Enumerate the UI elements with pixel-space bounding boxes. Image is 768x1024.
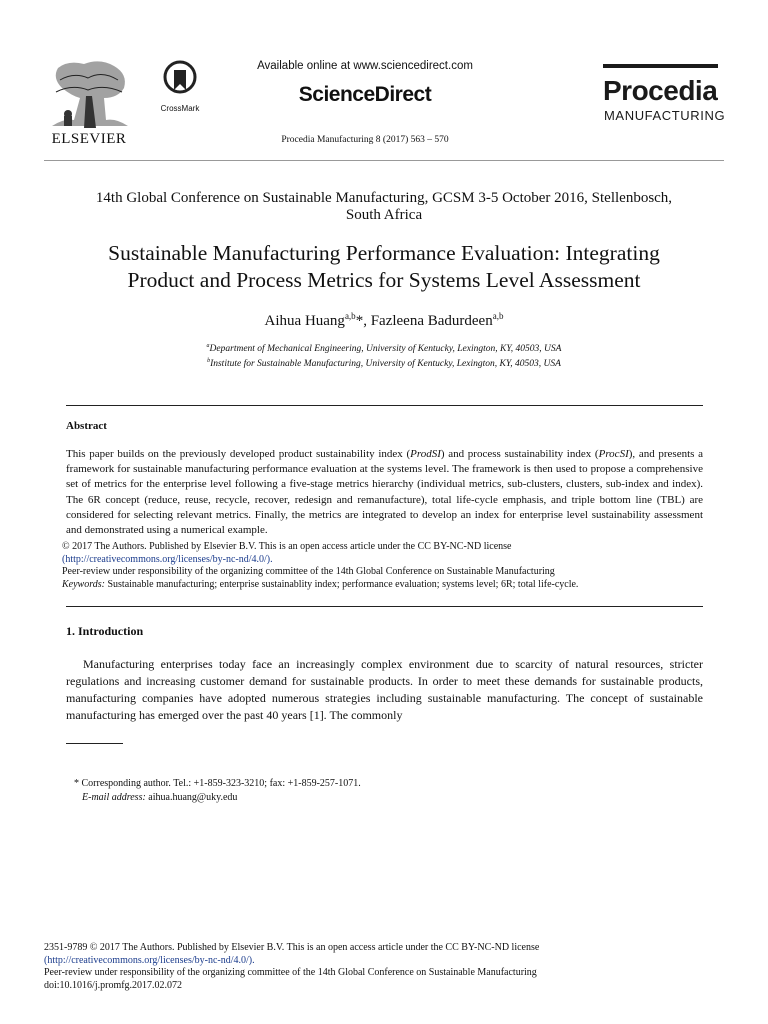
footer-license-link[interactable]: (http://creativecommons.org/licenses/by-nc-nd/4.0/). bbox=[44, 954, 255, 966]
crossmark-badge[interactable] bbox=[155, 60, 205, 113]
authors bbox=[60, 311, 708, 330]
section-heading-introduction: 1. Introduction bbox=[66, 624, 144, 638]
conference-line-2: South Africa bbox=[345, 207, 423, 223]
abstract-heading: Abstract bbox=[66, 420, 107, 432]
corresponding-mark: *, bbox=[355, 313, 371, 329]
paper-title bbox=[60, 240, 708, 294]
introduction-paragraph: Manufacturing enterprises today face an increasingly complex environment due to scarcity of natural resources, stricter regulations and increasing customer demand for sustainable products. In order to meet these demands for sustainable products, manufacturing companies have adopted numerous strategies including sustainable manufacturing. The concept of sustainable manufacturing has emerged over the past 40 years [1]. The commonly bbox=[66, 657, 703, 722]
footer-peer-review-line: Peer-review under responsibility of the organizing committee of the 14th Global Conference on Sustainable Manufacturing bbox=[44, 967, 537, 978]
journal-reference: Procedia Manufacturing 8 (2017) 563 – 570 bbox=[281, 135, 449, 145]
license-line: © 2017 The Authors. Published by Elsevier B.V. This is an open access article under the CC BY-NC-ND license bbox=[62, 541, 512, 552]
author-2: Fazleena Badurdeen bbox=[370, 313, 493, 329]
email-address[interactable]: aihua.huang@uky.edu bbox=[145, 792, 238, 803]
doi[interactable]: doi:10.1016/j.promfg.2017.02.072 bbox=[44, 979, 183, 991]
abstract-bottom-rule bbox=[66, 606, 703, 607]
copyright-footer bbox=[44, 942, 704, 992]
affiliation-b: $^b$Institute for Sustainable Manufacturing, University of Kentucky, Lexington, KY, 40503, USA bbox=[207, 358, 561, 370]
sciencedirect-logo-text: ScienceDirect bbox=[298, 83, 432, 106]
abstract-body: This paper builds on the previously developed product sustainability index (ProdSI) and process sustainability index (ProcSI), and presents a framework for sustainable manufacturing performance evaluation at the systems level. The framework is then used to propose a comprehensive set of metrics for the enterprise level following a five-stage metrics hierarchy (individual metrics, sub-clusters, clusters, sub-index and index). The 6R concept (reduce, reuse, recycle, recover, redesign and remanufacture), total life-cycle emphasis, and triple bottom line (TBL) are considered for selecting relevant metrics. Finally, the metrics are integrated to develop an index for enterprise level sustainability assessment and demonstrated using a numerical example. bbox=[66, 448, 703, 537]
peer-review-line: Peer-review under responsibility of the organizing committee of the 14th Global Conference on Sustainable Manufacturing bbox=[62, 566, 555, 578]
keywords-label: Keywords: bbox=[62, 578, 105, 590]
title-line-2: Product and Process Metrics for Systems Level Assessment bbox=[127, 268, 641, 292]
license-block bbox=[62, 541, 707, 591]
conference-info bbox=[60, 190, 708, 224]
keywords bbox=[62, 579, 707, 592]
keywords-list: Sustainable manufacturing; enterprise sustainablity index; performance evaluation; systems level; 6R; total life-cycle. bbox=[104, 578, 579, 590]
author-2-affil: a,b bbox=[492, 311, 504, 321]
footnote-rule bbox=[66, 743, 123, 744]
procedia-logo: Procedia bbox=[603, 75, 718, 106]
license-link[interactable]: (http://creativecommons.org/licenses/by-nc-nd/4.0/). bbox=[62, 553, 273, 565]
author-1-affil: a,b bbox=[344, 311, 356, 321]
title-line-1: Sustainable Manufacturing Performance Evaluation: Integrating bbox=[108, 241, 660, 265]
affiliations bbox=[60, 340, 708, 370]
conference-line-1: 14th Global Conference on Sustainable Manufacturing, GCSM 3-5 October 2016, Stellenbosch, bbox=[95, 190, 673, 206]
crossmark-label: CrossMark bbox=[160, 104, 200, 113]
corresponding-author-note: * Corresponding author. Tel.: +1-859-323-3210; fax: +1-859-257-1071. bbox=[74, 778, 361, 789]
available-online-text: Available online at www.sciencedirect.com bbox=[257, 60, 473, 72]
affiliation-a: $^a$Department of Mechanical Engineering, University of Kentucky, Lexington, KY, 40503, USA bbox=[206, 343, 562, 355]
procedia-bar bbox=[603, 64, 718, 68]
issn-copyright-line: 2351-9789 © 2017 The Authors. Published by Elsevier B.V. This is an open access article under the CC BY-NC-ND license bbox=[44, 942, 540, 953]
prodsi-term: ProdSI bbox=[410, 448, 441, 460]
abstract-top-rule bbox=[66, 405, 703, 406]
elsevier-tree-logo bbox=[44, 58, 134, 142]
header-divider bbox=[44, 160, 724, 161]
publisher-name: ELSEVIER bbox=[51, 131, 127, 147]
procedia-subtitle: MANUFACTURING bbox=[604, 108, 726, 123]
author-1: Aihua Huang bbox=[264, 313, 345, 329]
procsi-term: ProcSI bbox=[598, 448, 629, 460]
crossmark-icon bbox=[163, 60, 197, 98]
email-note: E-mail address: aihua.huang@uky.edu bbox=[82, 792, 238, 803]
